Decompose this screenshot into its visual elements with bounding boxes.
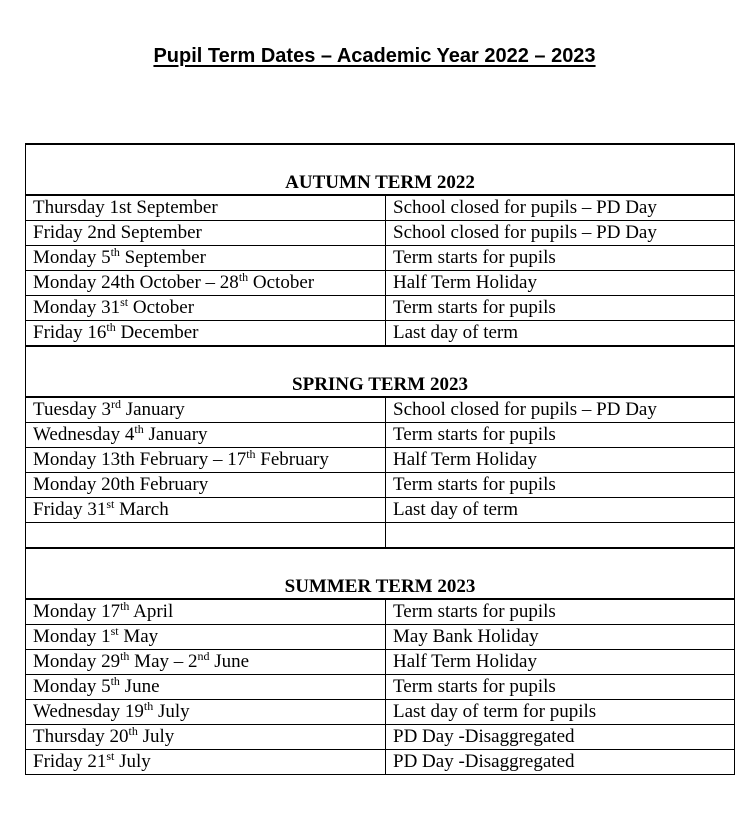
event-cell: May Bank Holiday xyxy=(386,625,735,650)
date-text: Tuesday 3 xyxy=(33,399,111,420)
date-cell xyxy=(26,473,386,498)
event-cell: Half Term Holiday xyxy=(386,448,735,473)
date-cell xyxy=(26,423,386,448)
term-heading-row xyxy=(26,346,735,397)
table-row xyxy=(26,650,735,675)
date-text: January xyxy=(120,399,185,420)
date-text: Monday 31 xyxy=(33,297,121,318)
date-cell xyxy=(26,675,386,700)
ordinal-suffix: th xyxy=(238,270,249,284)
event-cell xyxy=(386,523,735,549)
event-cell: Half Term Holiday xyxy=(386,271,735,296)
event-cell: Half Term Holiday xyxy=(386,650,735,675)
date-text: July xyxy=(153,701,190,722)
date-cell xyxy=(26,523,386,549)
table-row xyxy=(26,321,735,347)
ordinal-suffix: th xyxy=(110,674,120,688)
date-cell xyxy=(26,271,386,296)
term-heading: SPRING TERM 2023 xyxy=(26,346,735,397)
ordinal-suffix: th xyxy=(134,422,144,436)
date-cell xyxy=(26,321,386,347)
date-text: December xyxy=(115,322,199,343)
date-cell xyxy=(26,397,386,423)
ordinal-suffix: th xyxy=(120,649,130,663)
ordinal-suffix: th xyxy=(106,320,116,334)
date-text: Monday 20th February xyxy=(33,474,209,495)
table-row xyxy=(26,700,735,725)
date-cell xyxy=(26,195,386,221)
date-text: September xyxy=(119,247,206,268)
ordinal-suffix: th xyxy=(143,699,154,713)
ordinal-suffix: st xyxy=(120,295,129,309)
date-text: Thursday 1st September xyxy=(33,197,218,218)
event-cell: Last day of term xyxy=(386,321,735,347)
date-cell xyxy=(26,650,386,675)
table-row xyxy=(26,523,735,549)
date-text: April xyxy=(129,601,174,622)
date-text: Friday 21 xyxy=(33,751,107,772)
date-text: January xyxy=(143,424,208,445)
date-text: May xyxy=(118,626,159,647)
date-text: March xyxy=(114,499,169,520)
event-cell: School closed for pupils – PD Day xyxy=(386,195,735,221)
table-row xyxy=(26,246,735,271)
date-text: Wednesday 19 xyxy=(33,701,144,722)
table-row xyxy=(26,448,735,473)
event-cell: School closed for pupils – PD Day xyxy=(386,397,735,423)
ordinal-suffix: rd xyxy=(110,397,121,411)
date-text: July xyxy=(137,726,175,747)
table-row xyxy=(26,675,735,700)
table-row xyxy=(26,625,735,650)
date-cell xyxy=(26,221,386,246)
date-text: Monday 13th February – 17 xyxy=(33,449,247,470)
table-row xyxy=(26,473,735,498)
date-text: June xyxy=(119,676,160,697)
ordinal-suffix: th xyxy=(128,724,138,738)
date-cell xyxy=(26,448,386,473)
event-cell: PD Day -Disaggregated xyxy=(386,750,735,775)
term-dates-body xyxy=(26,144,735,775)
table-row xyxy=(26,750,735,775)
term-heading: AUTUMN TERM 2022 xyxy=(26,144,735,195)
event-cell: Last day of term for pupils xyxy=(386,700,735,725)
event-cell: School closed for pupils – PD Day xyxy=(386,221,735,246)
date-cell xyxy=(26,498,386,523)
date-cell xyxy=(26,246,386,271)
date-text: Friday 31 xyxy=(33,499,107,520)
ordinal-suffix: st xyxy=(106,749,115,763)
document-title: Pupil Term Dates – Academic Year 2022 – 2023 xyxy=(153,45,596,67)
date-text: February xyxy=(255,449,329,470)
date-cell xyxy=(26,700,386,725)
date-text: Monday 17 xyxy=(33,601,121,622)
ordinal-suffix: st xyxy=(110,624,119,638)
term-dates-table xyxy=(25,143,735,775)
ordinal-suffix: st xyxy=(106,497,115,511)
event-cell: Term starts for pupils xyxy=(386,473,735,498)
date-text: May – 2 xyxy=(129,651,198,672)
date-text: Monday 29 xyxy=(33,651,121,672)
event-cell: Term starts for pupils xyxy=(386,296,735,321)
date-text: July xyxy=(114,751,151,772)
date-text: Monday 1 xyxy=(33,626,111,647)
date-cell xyxy=(26,750,386,775)
date-cell xyxy=(26,599,386,625)
event-cell: Term starts for pupils xyxy=(386,599,735,625)
date-text: Monday 24th October – 28 xyxy=(33,272,239,293)
date-text: October xyxy=(128,297,195,318)
date-text: June xyxy=(209,651,250,672)
event-cell: Term starts for pupils xyxy=(386,246,735,271)
table-row xyxy=(26,397,735,423)
event-cell: Last day of term xyxy=(386,498,735,523)
table-row xyxy=(26,271,735,296)
date-text: Thursday 20 xyxy=(33,726,129,747)
table-row xyxy=(26,725,735,750)
ordinal-suffix: th xyxy=(246,447,256,461)
ordinal-suffix: th xyxy=(110,245,120,259)
date-text: Friday 16 xyxy=(33,322,107,343)
event-cell: PD Day -Disaggregated xyxy=(386,725,735,750)
date-cell xyxy=(26,725,386,750)
term-heading: SUMMER TERM 2023 xyxy=(26,548,735,599)
date-cell xyxy=(26,625,386,650)
term-heading-row xyxy=(26,548,735,599)
table-row xyxy=(26,296,735,321)
date-cell xyxy=(26,296,386,321)
ordinal-suffix: th xyxy=(120,599,130,613)
event-cell: Term starts for pupils xyxy=(386,675,735,700)
table-row xyxy=(26,195,735,221)
date-text: Monday 5 xyxy=(33,247,111,268)
table-row xyxy=(26,423,735,448)
date-text: Friday 2nd September xyxy=(33,222,202,243)
date-text: Monday 5 xyxy=(33,676,111,697)
table-row xyxy=(26,498,735,523)
term-heading-row xyxy=(26,144,735,195)
date-text: October xyxy=(248,272,315,293)
table-row xyxy=(26,599,735,625)
date-text: Wednesday 4 xyxy=(33,424,135,445)
ordinal-suffix: nd xyxy=(197,649,210,663)
event-cell: Term starts for pupils xyxy=(386,423,735,448)
table-row xyxy=(26,221,735,246)
